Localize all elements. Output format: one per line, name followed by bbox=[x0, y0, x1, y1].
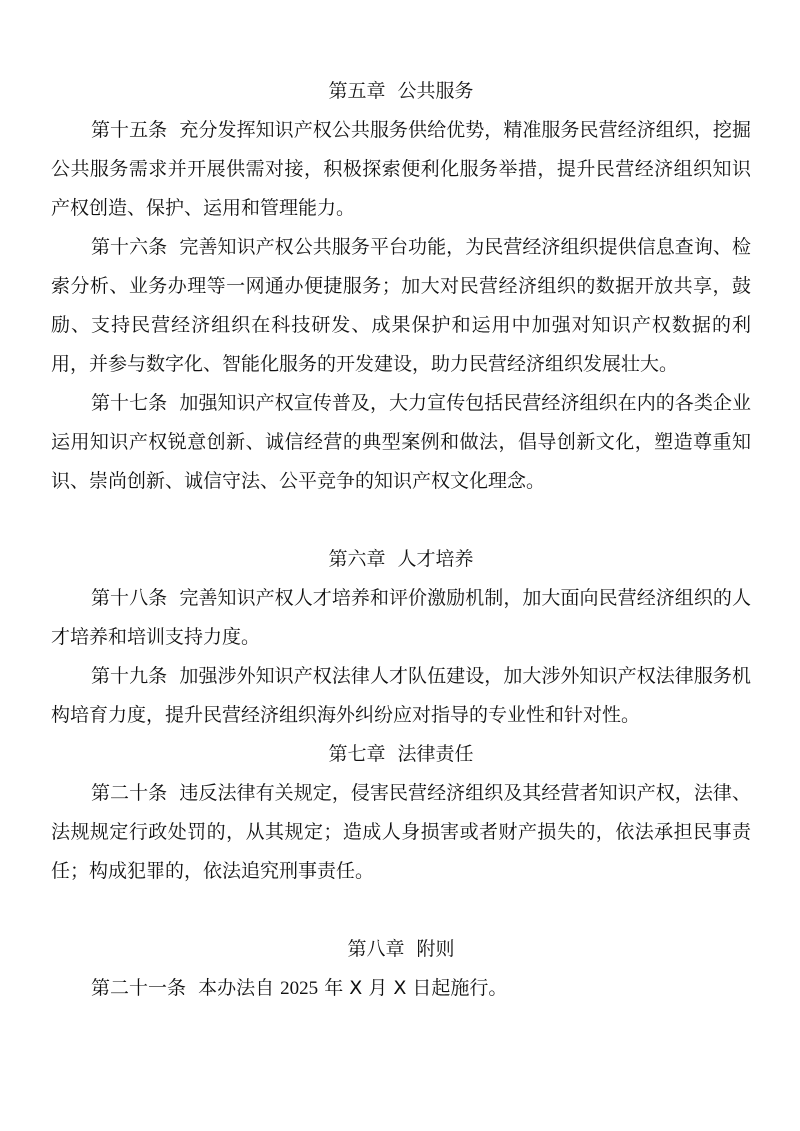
article-paragraph bbox=[51, 111, 751, 228]
effective-year: 2025 bbox=[280, 978, 319, 999]
article-text: 年 X 月 X 日起施行。 bbox=[324, 977, 508, 999]
article-text: 加强知识产权宣传普及，大力宣传包括民营经济组织在内的各类企业运用知识产权锐意创新、诚信经营的典型案例和做法，倡导创新文化，塑造尊重知识、崇尚创新、诚信守法、公平竞争的知识产权文化理念。 bbox=[51, 392, 751, 492]
chapter-heading: 第八章 附则 bbox=[347, 938, 455, 960]
article-number: 第十五条 bbox=[91, 119, 168, 141]
article-number: 第十八条 bbox=[91, 587, 168, 609]
article-paragraph bbox=[51, 969, 751, 1008]
article-paragraph bbox=[51, 384, 751, 501]
article-paragraph bbox=[51, 579, 751, 657]
article-paragraph bbox=[51, 657, 751, 735]
article-number: 第二十一条 bbox=[91, 977, 187, 999]
article-paragraph bbox=[51, 228, 751, 384]
article-number: 第十六条 bbox=[91, 236, 168, 258]
article-text: 加强涉外知识产权法律人才队伍建设，加大涉外知识产权法律服务机构培育力度，提升民营经济组织海外纠纷应对指导的专业性和针对性。 bbox=[51, 665, 751, 726]
article-number: 第二十条 bbox=[91, 782, 168, 804]
article-number: 第十七条 bbox=[91, 392, 168, 414]
document-body bbox=[51, 72, 751, 1008]
chapter-heading: 第六章 人才培养 bbox=[328, 548, 474, 570]
article-number: 第十九条 bbox=[91, 665, 168, 687]
article-text: 完善知识产权人才培养和评价激励机制，加大面向民营经济组织的人才培养和培训支持力度。 bbox=[51, 587, 751, 648]
article-text: 完善知识产权公共服务平台功能，为民营经济组织提供信息查询、检索分析、业务办理等一网通办便捷服务；加大对民营经济组织的数据开放共享，鼓励、支持民营经济组织在科技研发、成果保护和运用中加强对知识产权数据的利用，并参与数字化、智能化服务的开发建设，助力民营经济组织发展壮大。 bbox=[51, 236, 751, 375]
chapter-heading: 第五章 公共服务 bbox=[328, 80, 474, 102]
article-text: 本办法自 bbox=[198, 977, 275, 999]
chapter-heading: 第七章 法律责任 bbox=[328, 743, 474, 765]
article-text: 充分发挥知识产权公共服务供给优势，精准服务民营经济组织，挖掘公共服务需求并开展供需对接，积极探索便利化服务举措，提升民营经济组织知识产权创造、保护、运用和管理能力。 bbox=[51, 119, 751, 219]
section-spacer bbox=[51, 891, 751, 930]
section-spacer bbox=[51, 501, 751, 540]
article-paragraph bbox=[51, 774, 751, 891]
article-text: 违反法律有关规定，侵害民营经济组织及其经营者知识产权，法律、法规规定行政处罚的，从其规定；造成人身损害或者财产损失的，依法承担民事责任；构成犯罪的，依法追究刑事责任。 bbox=[51, 782, 751, 882]
